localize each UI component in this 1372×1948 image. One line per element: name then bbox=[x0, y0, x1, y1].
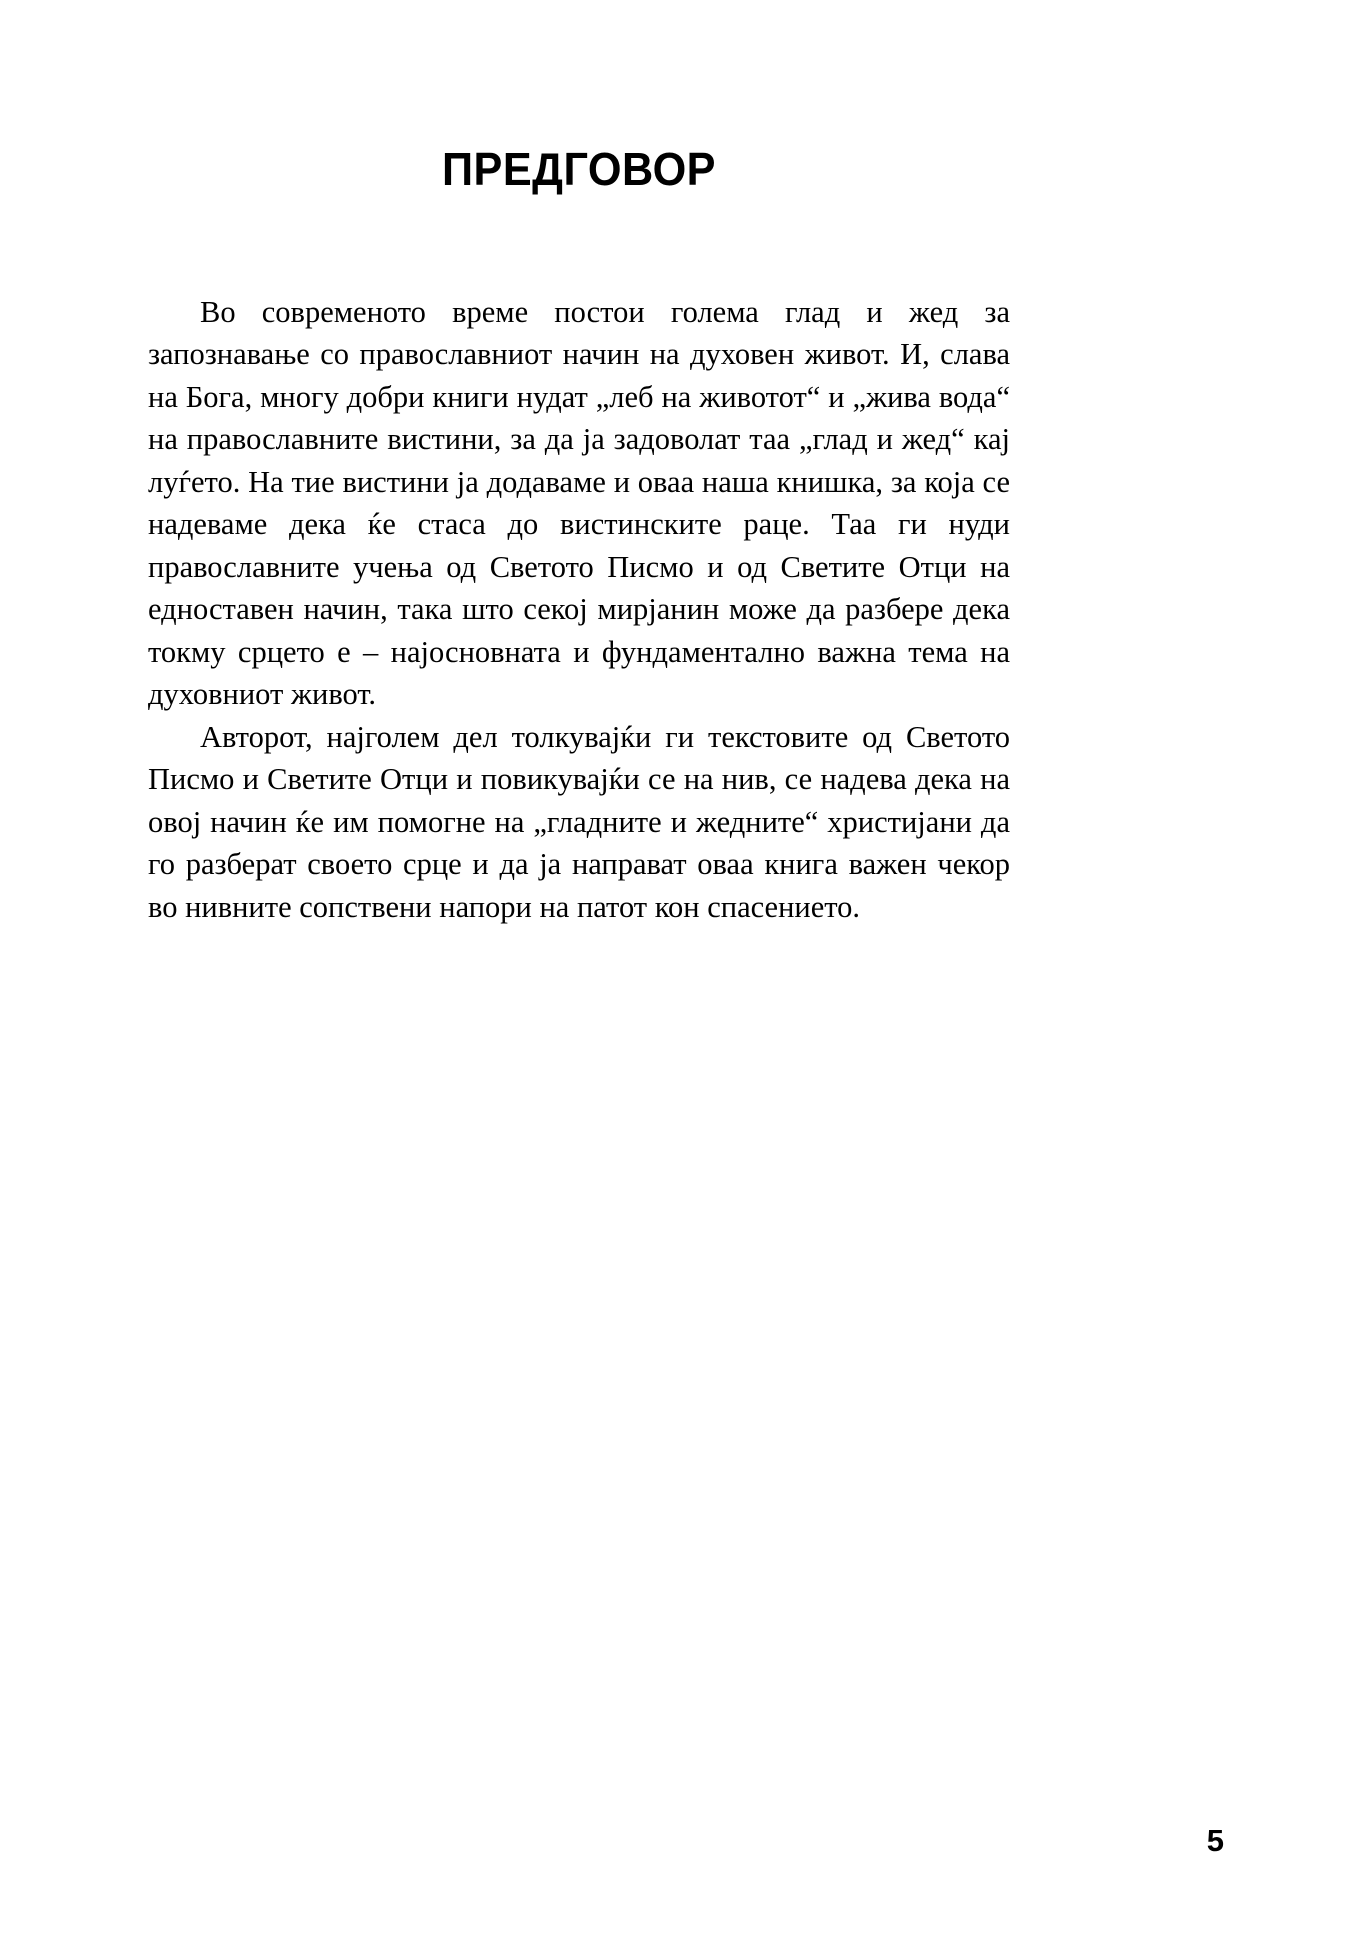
page-content bbox=[148, 0, 1010, 928]
page-number: 5 bbox=[1206, 1823, 1224, 1858]
paragraph-2: Авторот, најголем дел толкувајќи ги текстовите од Светото Писмо и Светите Отци и повикувајќи се на нив, се надева дека на овој начин ќе им помогне на „гладните и жедните“ христијани да го разберат своето срце и да ја направат оваа книга важен чекор во нивните сопствени напори на патот кон спасението. bbox=[148, 719, 1010, 924]
page-title: ПРЕДГОВОР bbox=[441, 143, 716, 195]
body-text-block bbox=[148, 291, 1010, 929]
paragraph-1: Во современото време постои голема глад и жед за запознавање со православниот начин на духовен живот. И, слава на Бога, многу добри книги нудат „леб на животот“ и „жива вода“ на православните вистини, за да ја задоволат таа „глад и жед“ кај луѓето. На тие вистини ја додаваме и оваа наша книшка, за која се надеваме дека ќе стаса до вистинските раце. Таа ги нуди православните учења од Светото Писмо и од Светите Отци на едноставен начин, така што секој мирјанин може да разбере дека токму срцето е – најосновната и фундаментално важна тема на духовниот живот. bbox=[148, 294, 1010, 712]
